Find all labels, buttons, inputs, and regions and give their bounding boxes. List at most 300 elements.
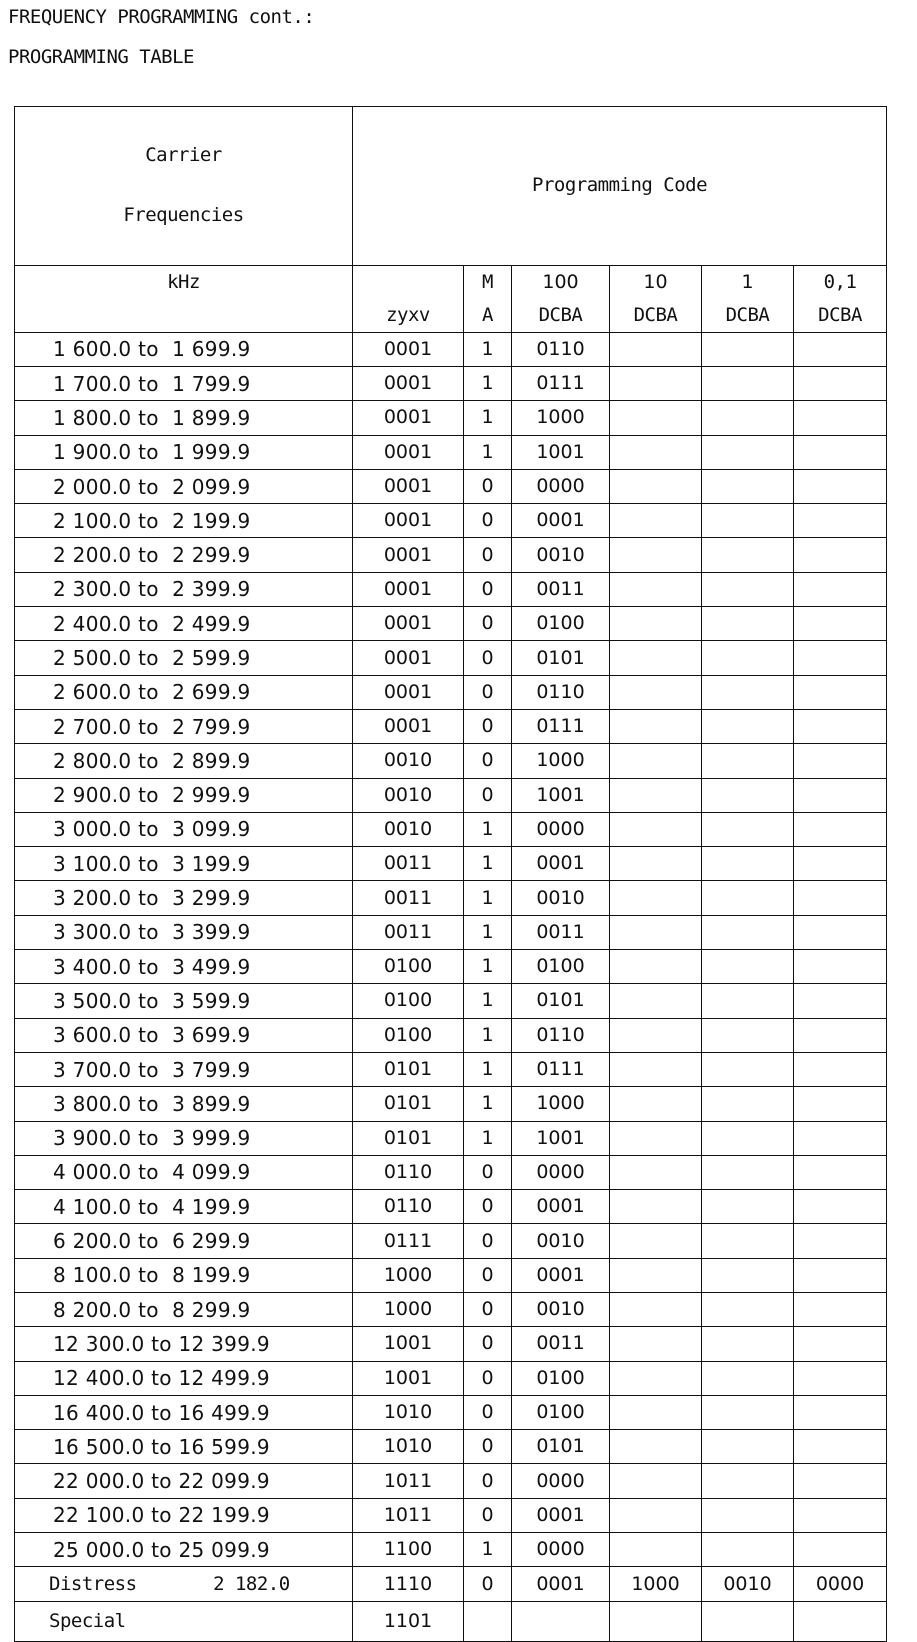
zyxv-code-cell: 0001 — [353, 572, 464, 606]
digit-10-cell — [610, 984, 702, 1018]
ma-bit-cell: 1 — [464, 1121, 512, 1155]
subheader-row-2 — [15, 299, 887, 333]
digit-100-cell: 0101 — [512, 641, 610, 675]
digit-01-cell — [794, 1190, 887, 1224]
digit-01-cell — [794, 1087, 887, 1121]
frequency-range-cell: Distress 2 182.0 — [15, 1567, 353, 1601]
frequency-range-cell: 3 700.0 to 3 799.9 — [15, 1052, 353, 1086]
programming-code-header: Programming Code — [353, 107, 887, 266]
ma-bit-cell: 1 — [464, 1052, 512, 1086]
digit-100-cell: 0001 — [512, 1190, 610, 1224]
ma-bit-cell: 1 — [464, 1018, 512, 1052]
digit-100-cell: 0000 — [512, 1155, 610, 1189]
ma-bit-cell: 0 — [464, 1224, 512, 1258]
frequency-range-cell: 3 900.0 to 3 999.9 — [15, 1121, 353, 1155]
frequency-range-cell: 3 400.0 to 3 499.9 — [15, 950, 353, 984]
digit-10-cell — [610, 469, 702, 503]
digit-1-cell — [702, 366, 794, 400]
frequency-range-cell: 8 200.0 to 8 299.9 — [15, 1293, 353, 1327]
digit-10-cell — [610, 1498, 702, 1532]
zyxv-code-cell: 0011 — [353, 881, 464, 915]
table-row — [15, 1430, 887, 1464]
frequency-range-cell: 25 000.0 to 25 099.9 — [15, 1533, 353, 1567]
digit-01-cell — [794, 401, 887, 435]
zyxv-code-cell: 1001 — [353, 1361, 464, 1395]
digit-10-cell — [610, 881, 702, 915]
dcba-header-1: DCBA — [702, 299, 794, 333]
digit-01-cell — [794, 1464, 887, 1498]
frequency-range-cell: 6 200.0 to 6 299.9 — [15, 1224, 353, 1258]
digit-100-cell: 1001 — [512, 1121, 610, 1155]
digit-1-cell — [702, 641, 794, 675]
digit-1-cell — [702, 469, 794, 503]
table-row — [15, 847, 887, 881]
frequency-range-cell: 2 400.0 to 2 499.9 — [15, 607, 353, 641]
table-title: PROGRAMMING TABLE — [8, 46, 194, 68]
digit-01-cell — [794, 744, 887, 778]
frequency-range-cell: 16 500.0 to 16 599.9 — [15, 1430, 353, 1464]
zyxv-code-cell: 1001 — [353, 1327, 464, 1361]
document-heading: FREQUENCY PROGRAMMING cont.: — [8, 6, 315, 28]
digit-100-cell: 0100 — [512, 1361, 610, 1395]
table-row — [15, 1395, 887, 1429]
frequency-range-cell: 8 100.0 to 8 199.9 — [15, 1258, 353, 1292]
digit-01-cell — [794, 1258, 887, 1292]
digit-01-cell — [794, 1224, 887, 1258]
digit-100-cell: 0001 — [512, 847, 610, 881]
digit-10-cell — [610, 1601, 702, 1641]
frequency-range-cell: 2 800.0 to 2 899.9 — [15, 744, 353, 778]
unit-header-bottom — [15, 299, 353, 333]
digit-10-cell — [610, 812, 702, 846]
digit-01-cell — [794, 1601, 887, 1641]
zyxv-code-cell: 1101 — [353, 1601, 464, 1641]
header-row — [15, 107, 887, 266]
digit-10-header: 10 — [610, 265, 702, 299]
table-row — [15, 1327, 887, 1361]
ma-bit-cell: 0 — [464, 572, 512, 606]
digit-100-cell: 0111 — [512, 709, 610, 743]
zyxv-code-cell: 0010 — [353, 778, 464, 812]
digit-01-cell — [794, 1052, 887, 1086]
table-row — [15, 607, 887, 641]
digit-01-cell — [794, 847, 887, 881]
digit-01-cell — [794, 915, 887, 949]
frequency-range-cell: 3 200.0 to 3 299.9 — [15, 881, 353, 915]
ma-bit-cell: 1 — [464, 812, 512, 846]
digit-01-header: 0,1 — [794, 265, 887, 299]
digit-100-cell: 0100 — [512, 950, 610, 984]
digit-10-cell — [610, 1395, 702, 1429]
digit-1-cell — [702, 1601, 794, 1641]
zyxv-code-cell: 0101 — [353, 1087, 464, 1121]
digit-100-cell: 0001 — [512, 504, 610, 538]
table-row — [15, 1224, 887, 1258]
table-row — [15, 675, 887, 709]
ma-bit-cell: 0 — [464, 1464, 512, 1498]
table-row — [15, 778, 887, 812]
digit-100-cell: 0110 — [512, 332, 610, 366]
ma-bit-cell: 1 — [464, 1533, 512, 1567]
digit-1-header: 1 — [702, 265, 794, 299]
digit-1-cell — [702, 572, 794, 606]
digit-1-cell — [702, 1190, 794, 1224]
zyxv-code-cell: 0001 — [353, 641, 464, 675]
digit-1-cell — [702, 1293, 794, 1327]
ma-bit-cell: 0 — [464, 1498, 512, 1532]
dcba-header-01: DCBA — [794, 299, 887, 333]
digit-1-cell — [702, 607, 794, 641]
digit-100-cell: 0101 — [512, 984, 610, 1018]
table-row — [15, 915, 887, 949]
frequency-range-cell: 2 200.0 to 2 299.9 — [15, 538, 353, 572]
digit-01-cell — [794, 812, 887, 846]
digit-01-cell — [794, 504, 887, 538]
ma-bit-cell: 0 — [464, 1567, 512, 1601]
ma-bit-cell: 0 — [464, 469, 512, 503]
digit-1-cell — [702, 950, 794, 984]
m-header: M — [464, 265, 512, 299]
ma-bit-cell — [464, 1601, 512, 1641]
digit-10-cell — [610, 1258, 702, 1292]
digit-01-cell — [794, 469, 887, 503]
digit-1-cell — [702, 1052, 794, 1086]
table-row — [15, 1190, 887, 1224]
digit-100-cell: 0001 — [512, 1498, 610, 1532]
digit-1-cell: 0010 — [702, 1567, 794, 1601]
digit-1-cell — [702, 401, 794, 435]
digit-100-cell: 1000 — [512, 1087, 610, 1121]
special-row — [15, 1601, 887, 1641]
frequency-range-cell: 3 600.0 to 3 699.9 — [15, 1018, 353, 1052]
digit-10-cell — [610, 1430, 702, 1464]
digit-100-cell: 0010 — [512, 1293, 610, 1327]
digit-10-cell — [610, 1121, 702, 1155]
table-row — [15, 1052, 887, 1086]
digit-10-cell — [610, 572, 702, 606]
ma-bit-cell: 0 — [464, 504, 512, 538]
table-row — [15, 1464, 887, 1498]
digit-100-cell: 1000 — [512, 744, 610, 778]
zyxv-code-cell: 0001 — [353, 504, 464, 538]
special-label-cell: Special — [15, 1601, 353, 1641]
digit-01-cell — [794, 984, 887, 1018]
digit-10-cell — [610, 778, 702, 812]
digit-01-cell: 0000 — [794, 1567, 887, 1601]
ma-bit-cell: 1 — [464, 366, 512, 400]
digit-01-cell — [794, 435, 887, 469]
zyxv-code-cell: 0011 — [353, 915, 464, 949]
digit-1-cell — [702, 538, 794, 572]
ma-bit-cell: 0 — [464, 1293, 512, 1327]
digit-100-cell: 0110 — [512, 1018, 610, 1052]
ma-bit-cell: 1 — [464, 950, 512, 984]
digit-01-cell — [794, 1018, 887, 1052]
digit-10-cell — [610, 538, 702, 572]
digit-100-cell: 0000 — [512, 1533, 610, 1567]
digit-01-cell — [794, 1361, 887, 1395]
frequency-range-cell: 2 100.0 to 2 199.9 — [15, 504, 353, 538]
ma-bit-cell: 0 — [464, 744, 512, 778]
digit-10-cell — [610, 607, 702, 641]
table-row — [15, 1155, 887, 1189]
digit-1-cell — [702, 1430, 794, 1464]
carrier-header-line2: Frequencies — [123, 203, 244, 226]
digit-100-cell: 0000 — [512, 812, 610, 846]
ma-bit-cell: 0 — [464, 641, 512, 675]
digit-01-cell — [794, 709, 887, 743]
zyxv-code-cell: 0001 — [353, 469, 464, 503]
digit-1-cell — [702, 1464, 794, 1498]
frequency-range-cell: 3 100.0 to 3 199.9 — [15, 847, 353, 881]
digit-10-cell — [610, 332, 702, 366]
ma-bit-cell: 1 — [464, 401, 512, 435]
digit-10-cell — [610, 1052, 702, 1086]
zyxv-code-cell: 0001 — [353, 401, 464, 435]
digit-10-cell — [610, 435, 702, 469]
digit-10-cell: 1000 — [610, 1567, 702, 1601]
table-row — [15, 984, 887, 1018]
frequency-range-cell: 12 300.0 to 12 399.9 — [15, 1327, 353, 1361]
zyxv-header-top — [353, 265, 464, 299]
frequency-range-cell: 2 900.0 to 2 999.9 — [15, 778, 353, 812]
ma-bit-cell: 0 — [464, 607, 512, 641]
frequency-range-cell: 16 400.0 to 16 499.9 — [15, 1395, 353, 1429]
ma-bit-cell: 1 — [464, 847, 512, 881]
subheader-row-1 — [15, 265, 887, 299]
ma-bit-cell: 1 — [464, 1087, 512, 1121]
digit-100-cell: 0100 — [512, 607, 610, 641]
digit-01-cell — [794, 1327, 887, 1361]
digit-100-cell: 0010 — [512, 1224, 610, 1258]
zyxv-code-cell: 1010 — [353, 1395, 464, 1429]
table-row — [15, 538, 887, 572]
digit-100-cell: 0011 — [512, 1327, 610, 1361]
digit-10-cell — [610, 709, 702, 743]
table-row — [15, 1293, 887, 1327]
digit-100-cell: 0111 — [512, 366, 610, 400]
ma-bit-cell: 0 — [464, 675, 512, 709]
digit-100-cell: 0000 — [512, 469, 610, 503]
digit-10-cell — [610, 950, 702, 984]
digit-1-cell — [702, 1258, 794, 1292]
digit-100-cell: 0001 — [512, 1258, 610, 1292]
frequency-range-cell: 3 500.0 to 3 599.9 — [15, 984, 353, 1018]
frequency-range-cell: 1 700.0 to 1 799.9 — [15, 366, 353, 400]
zyxv-code-cell: 0110 — [353, 1190, 464, 1224]
ma-bit-cell: 0 — [464, 778, 512, 812]
digit-01-cell — [794, 1533, 887, 1567]
digit-10-cell — [610, 675, 702, 709]
table-row — [15, 812, 887, 846]
digit-100-cell: 0010 — [512, 881, 610, 915]
digit-01-cell — [794, 1395, 887, 1429]
digit-100-cell: 1000 — [512, 401, 610, 435]
carrier-header-line1: Carrier — [145, 144, 222, 166]
digit-100-cell: 0011 — [512, 915, 610, 949]
digit-100-cell: 0010 — [512, 538, 610, 572]
zyxv-code-cell: 0101 — [353, 1052, 464, 1086]
frequency-range-cell: 2 000.0 to 2 099.9 — [15, 469, 353, 503]
zyxv-code-cell: 1110 — [353, 1567, 464, 1601]
zyxv-code-cell: 0011 — [353, 847, 464, 881]
digit-100-cell: 0000 — [512, 1464, 610, 1498]
digit-100-header: 100 — [512, 265, 610, 299]
table-row — [15, 366, 887, 400]
digit-01-cell — [794, 881, 887, 915]
table-row — [15, 1533, 887, 1567]
dcba-header-10: DCBA — [610, 299, 702, 333]
digit-1-cell — [702, 1087, 794, 1121]
digit-01-cell — [794, 950, 887, 984]
frequency-range-cell: 2 300.0 to 2 399.9 — [15, 572, 353, 606]
digit-100-cell: 0111 — [512, 1052, 610, 1086]
ma-bit-cell: 0 — [464, 1395, 512, 1429]
frequency-range-cell: 1 600.0 to 1 699.9 — [15, 332, 353, 366]
frequency-range-cell: 3 000.0 to 3 099.9 — [15, 812, 353, 846]
zyxv-header: zyxv — [353, 299, 464, 333]
digit-100-cell: 0100 — [512, 1395, 610, 1429]
digit-01-cell — [794, 1121, 887, 1155]
table-row — [15, 1018, 887, 1052]
digit-1-cell — [702, 881, 794, 915]
zyxv-code-cell: 0001 — [353, 607, 464, 641]
digit-1-cell — [702, 1018, 794, 1052]
zyxv-code-cell: 0111 — [353, 1224, 464, 1258]
zyxv-code-cell: 0110 — [353, 1155, 464, 1189]
digit-10-cell — [610, 366, 702, 400]
table-row — [15, 1121, 887, 1155]
digit-10-cell — [610, 1293, 702, 1327]
digit-10-cell — [610, 1533, 702, 1567]
frequency-range-cell: 2 600.0 to 2 699.9 — [15, 675, 353, 709]
table-row — [15, 1361, 887, 1395]
ma-bit-cell: 0 — [464, 538, 512, 572]
zyxv-code-cell: 0001 — [353, 435, 464, 469]
frequency-range-cell: 4 000.0 to 4 099.9 — [15, 1155, 353, 1189]
ma-bit-cell: 1 — [464, 984, 512, 1018]
table-row — [15, 709, 887, 743]
frequency-range-cell: 4 100.0 to 4 199.9 — [15, 1190, 353, 1224]
digit-1-cell — [702, 1498, 794, 1532]
table-row — [15, 1567, 887, 1601]
table-row — [15, 881, 887, 915]
digit-10-cell — [610, 1190, 702, 1224]
digit-01-cell — [794, 607, 887, 641]
digit-1-cell — [702, 1327, 794, 1361]
digit-1-cell — [702, 1224, 794, 1258]
digit-10-cell — [610, 1087, 702, 1121]
table-row — [15, 641, 887, 675]
digit-1-cell — [702, 1121, 794, 1155]
ma-bit-cell: 0 — [464, 1258, 512, 1292]
zyxv-code-cell: 1000 — [353, 1293, 464, 1327]
digit-1-cell — [702, 847, 794, 881]
a-header: A — [464, 299, 512, 333]
ma-bit-cell: 0 — [464, 1155, 512, 1189]
digit-10-cell — [610, 401, 702, 435]
frequency-range-cell: 3 300.0 to 3 399.9 — [15, 915, 353, 949]
digit-10-cell — [610, 1155, 702, 1189]
dcba-header-100: DCBA — [512, 299, 610, 333]
frequency-range-cell: 2 500.0 to 2 599.9 — [15, 641, 353, 675]
digit-1-cell — [702, 332, 794, 366]
unit-header: kHz — [15, 265, 353, 299]
digit-01-cell — [794, 538, 887, 572]
digit-1-cell — [702, 744, 794, 778]
frequency-range-cell: 22 000.0 to 22 099.9 — [15, 1464, 353, 1498]
table-row — [15, 1087, 887, 1121]
zyxv-code-cell: 0100 — [353, 950, 464, 984]
table-row — [15, 332, 887, 366]
digit-01-cell — [794, 641, 887, 675]
digit-1-cell — [702, 984, 794, 1018]
digit-01-cell — [794, 1293, 887, 1327]
zyxv-code-cell: 0001 — [353, 366, 464, 400]
zyxv-code-cell: 1011 — [353, 1498, 464, 1532]
table-row — [15, 572, 887, 606]
table-row — [15, 401, 887, 435]
digit-10-cell — [610, 1018, 702, 1052]
digit-1-cell — [702, 435, 794, 469]
digit-10-cell — [610, 641, 702, 675]
ma-bit-cell: 1 — [464, 435, 512, 469]
ma-bit-cell: 0 — [464, 1190, 512, 1224]
digit-1-cell — [702, 504, 794, 538]
frequency-range-cell: 1 800.0 to 1 899.9 — [15, 401, 353, 435]
zyxv-code-cell: 0001 — [353, 675, 464, 709]
zyxv-code-cell: 0100 — [353, 1018, 464, 1052]
digit-01-cell — [794, 1498, 887, 1532]
ma-bit-cell: 0 — [464, 709, 512, 743]
frequency-range-cell: 12 400.0 to 12 499.9 — [15, 1361, 353, 1395]
digit-01-cell — [794, 572, 887, 606]
table-row — [15, 1498, 887, 1532]
zyxv-code-cell: 0010 — [353, 744, 464, 778]
digit-1-cell — [702, 1361, 794, 1395]
digit-1-cell — [702, 778, 794, 812]
digit-1-cell — [702, 1155, 794, 1189]
ma-bit-cell: 0 — [464, 1361, 512, 1395]
digit-1-cell — [702, 915, 794, 949]
digit-10-cell — [610, 504, 702, 538]
digit-10-cell — [610, 915, 702, 949]
digit-10-cell — [610, 847, 702, 881]
table-row — [15, 469, 887, 503]
digit-100-cell: 0001 — [512, 1567, 610, 1601]
zyxv-code-cell: 1000 — [353, 1258, 464, 1292]
ma-bit-cell: 1 — [464, 915, 512, 949]
digit-01-cell — [794, 778, 887, 812]
digit-100-cell: 0101 — [512, 1430, 610, 1464]
digit-01-cell — [794, 675, 887, 709]
table-row — [15, 950, 887, 984]
zyxv-code-cell: 0001 — [353, 709, 464, 743]
digit-100-cell: 1001 — [512, 435, 610, 469]
digit-10-cell — [610, 744, 702, 778]
zyxv-code-cell: 1010 — [353, 1430, 464, 1464]
zyxv-code-cell: 0010 — [353, 812, 464, 846]
digit-1-cell — [702, 812, 794, 846]
carrier-frequencies-header — [15, 107, 353, 266]
digit-100-cell: 0110 — [512, 675, 610, 709]
digit-1-cell — [702, 1395, 794, 1429]
frequency-range-cell: 3 800.0 to 3 899.9 — [15, 1087, 353, 1121]
table-row — [15, 744, 887, 778]
digit-10-cell — [610, 1361, 702, 1395]
ma-bit-cell: 1 — [464, 332, 512, 366]
digit-100-cell: 1001 — [512, 778, 610, 812]
